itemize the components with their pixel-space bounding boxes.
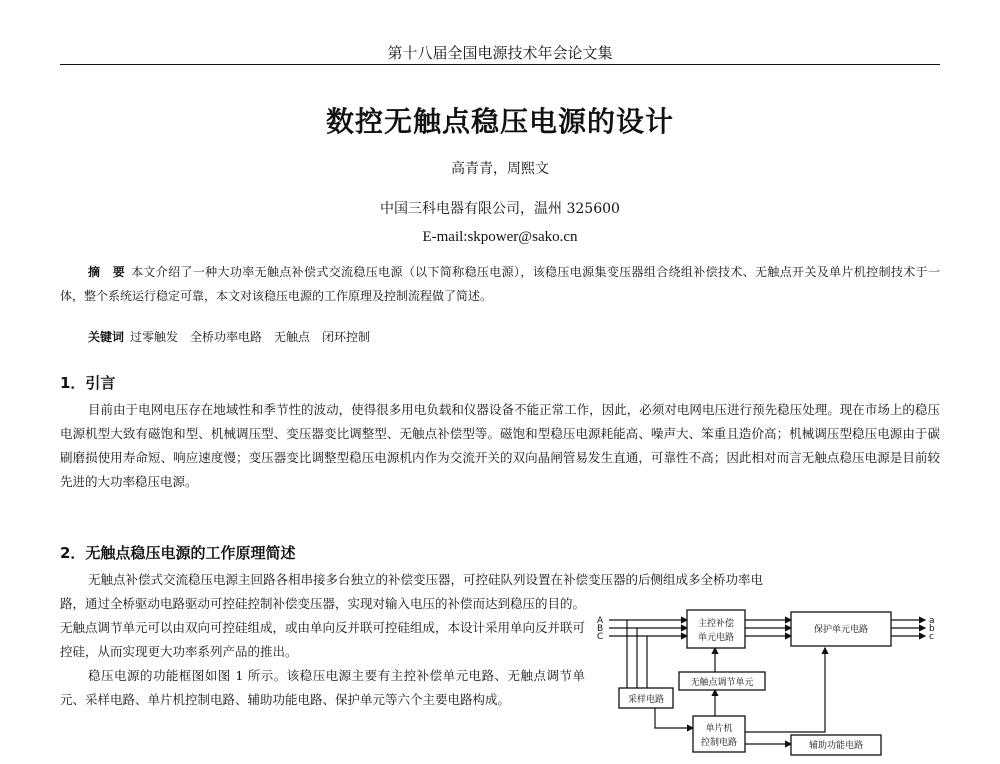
input-b-label: B	[597, 624, 604, 634]
section-2-heading: 2．无触点稳压电源的工作原理简述	[60, 544, 296, 562]
affiliation: 中国三科电器有限公司，温州 325600	[380, 201, 620, 217]
paper-title: 数控无触点稳压电源的设计	[325, 105, 674, 138]
section-2-para1-line1: 无触点补偿式交流稳压电源主回路各相串接多台独立的补偿变压器，可控硅队列设置在补偿变压器的后侧组成多全桥功率电	[88, 572, 764, 587]
output-c-label: c	[929, 632, 934, 642]
main-compensation-label-2: 单元电路	[697, 633, 735, 643]
keywords-label: 关键词	[88, 330, 125, 344]
block-diagram	[595, 598, 945, 760]
aux-label: 辅助功能电路	[808, 741, 864, 751]
section-2-para1-rest: 路，通过全桥驱动电路驱动可控硅控制补偿变压器，实现对输入电压的补偿而达到稳压的目的。无触点调节单元可以由双向可控硅组成，或由单向反并联可控硅组成，本设计采用单向反并联可控硅，从而实现更大功率系列产品的推出。	[60, 596, 586, 659]
abstract	[60, 260, 940, 308]
mcu-label-1: 单片机	[705, 724, 733, 734]
abstract-text: 本文介绍了一种大功率无触点补偿式交流稳压电源（以下简称稳压电源），该稳压电源集变压器组合绕组补偿技术、无触点开关及单片机控制技术于一体，整个系统运行稳定可靠，本文对该稳压电源的工作原理及控制流程做了简述。	[60, 265, 940, 303]
input-a-label: A	[597, 616, 604, 626]
keywords	[88, 328, 938, 345]
section-1-paragraph: 目前由于电网电压存在地域性和季节性的波动，使得很多用电负载和仪器设备不能正常工作，因此，必须对电网电压进行预先稳压处理。现在市场上的稳压电源机型大致有磁饱和型、机械调压型、变压器变比调整型、无触点补偿型等。磁饱和型稳压电源耗能高、噪声大、笨重且造价高；机械调压型稳压电源由于碳刷磨损使用寿命短、响应速度慢；变压器变比调整型稳压电源机内作为交流开关的双向晶闸管易发生直通，可靠性不高；因此相对而言无触点稳压电源是目前较先进的大功率稳压电源。	[60, 402, 940, 489]
abstract-label: 摘 要	[88, 265, 126, 279]
running-header: 第十八届全国电源技术年会论文集	[387, 44, 613, 62]
output-b-label: b	[929, 624, 935, 634]
header-rule	[60, 64, 940, 65]
section-2-para2: 稳压电源的功能框图如图 1 所示。该稳压电源主要有主控补偿单元电路、无触点调节单元、采样电路、单片机控制电路、辅助功能电路、保护单元等六个主要电路构成。	[60, 668, 585, 707]
output-a-label: a	[929, 616, 935, 626]
protection-label: 保护单元电路	[813, 625, 869, 635]
input-c-label: C	[597, 632, 604, 642]
sampling-label: 采样电路	[627, 695, 665, 705]
mcu-label-2: 控制电路	[700, 738, 738, 748]
contactless-label: 无触点调节单元	[690, 678, 754, 688]
section-1-heading: 1．引言	[60, 374, 116, 392]
main-compensation-label-1: 主控补偿	[697, 619, 735, 629]
keywords-text: 过零触发 全桥功率电路 无触点 闭环控制	[130, 330, 371, 344]
email: E-mail:skpower@sako.cn	[422, 229, 578, 245]
authors: 高青青，周熙文	[451, 161, 549, 177]
